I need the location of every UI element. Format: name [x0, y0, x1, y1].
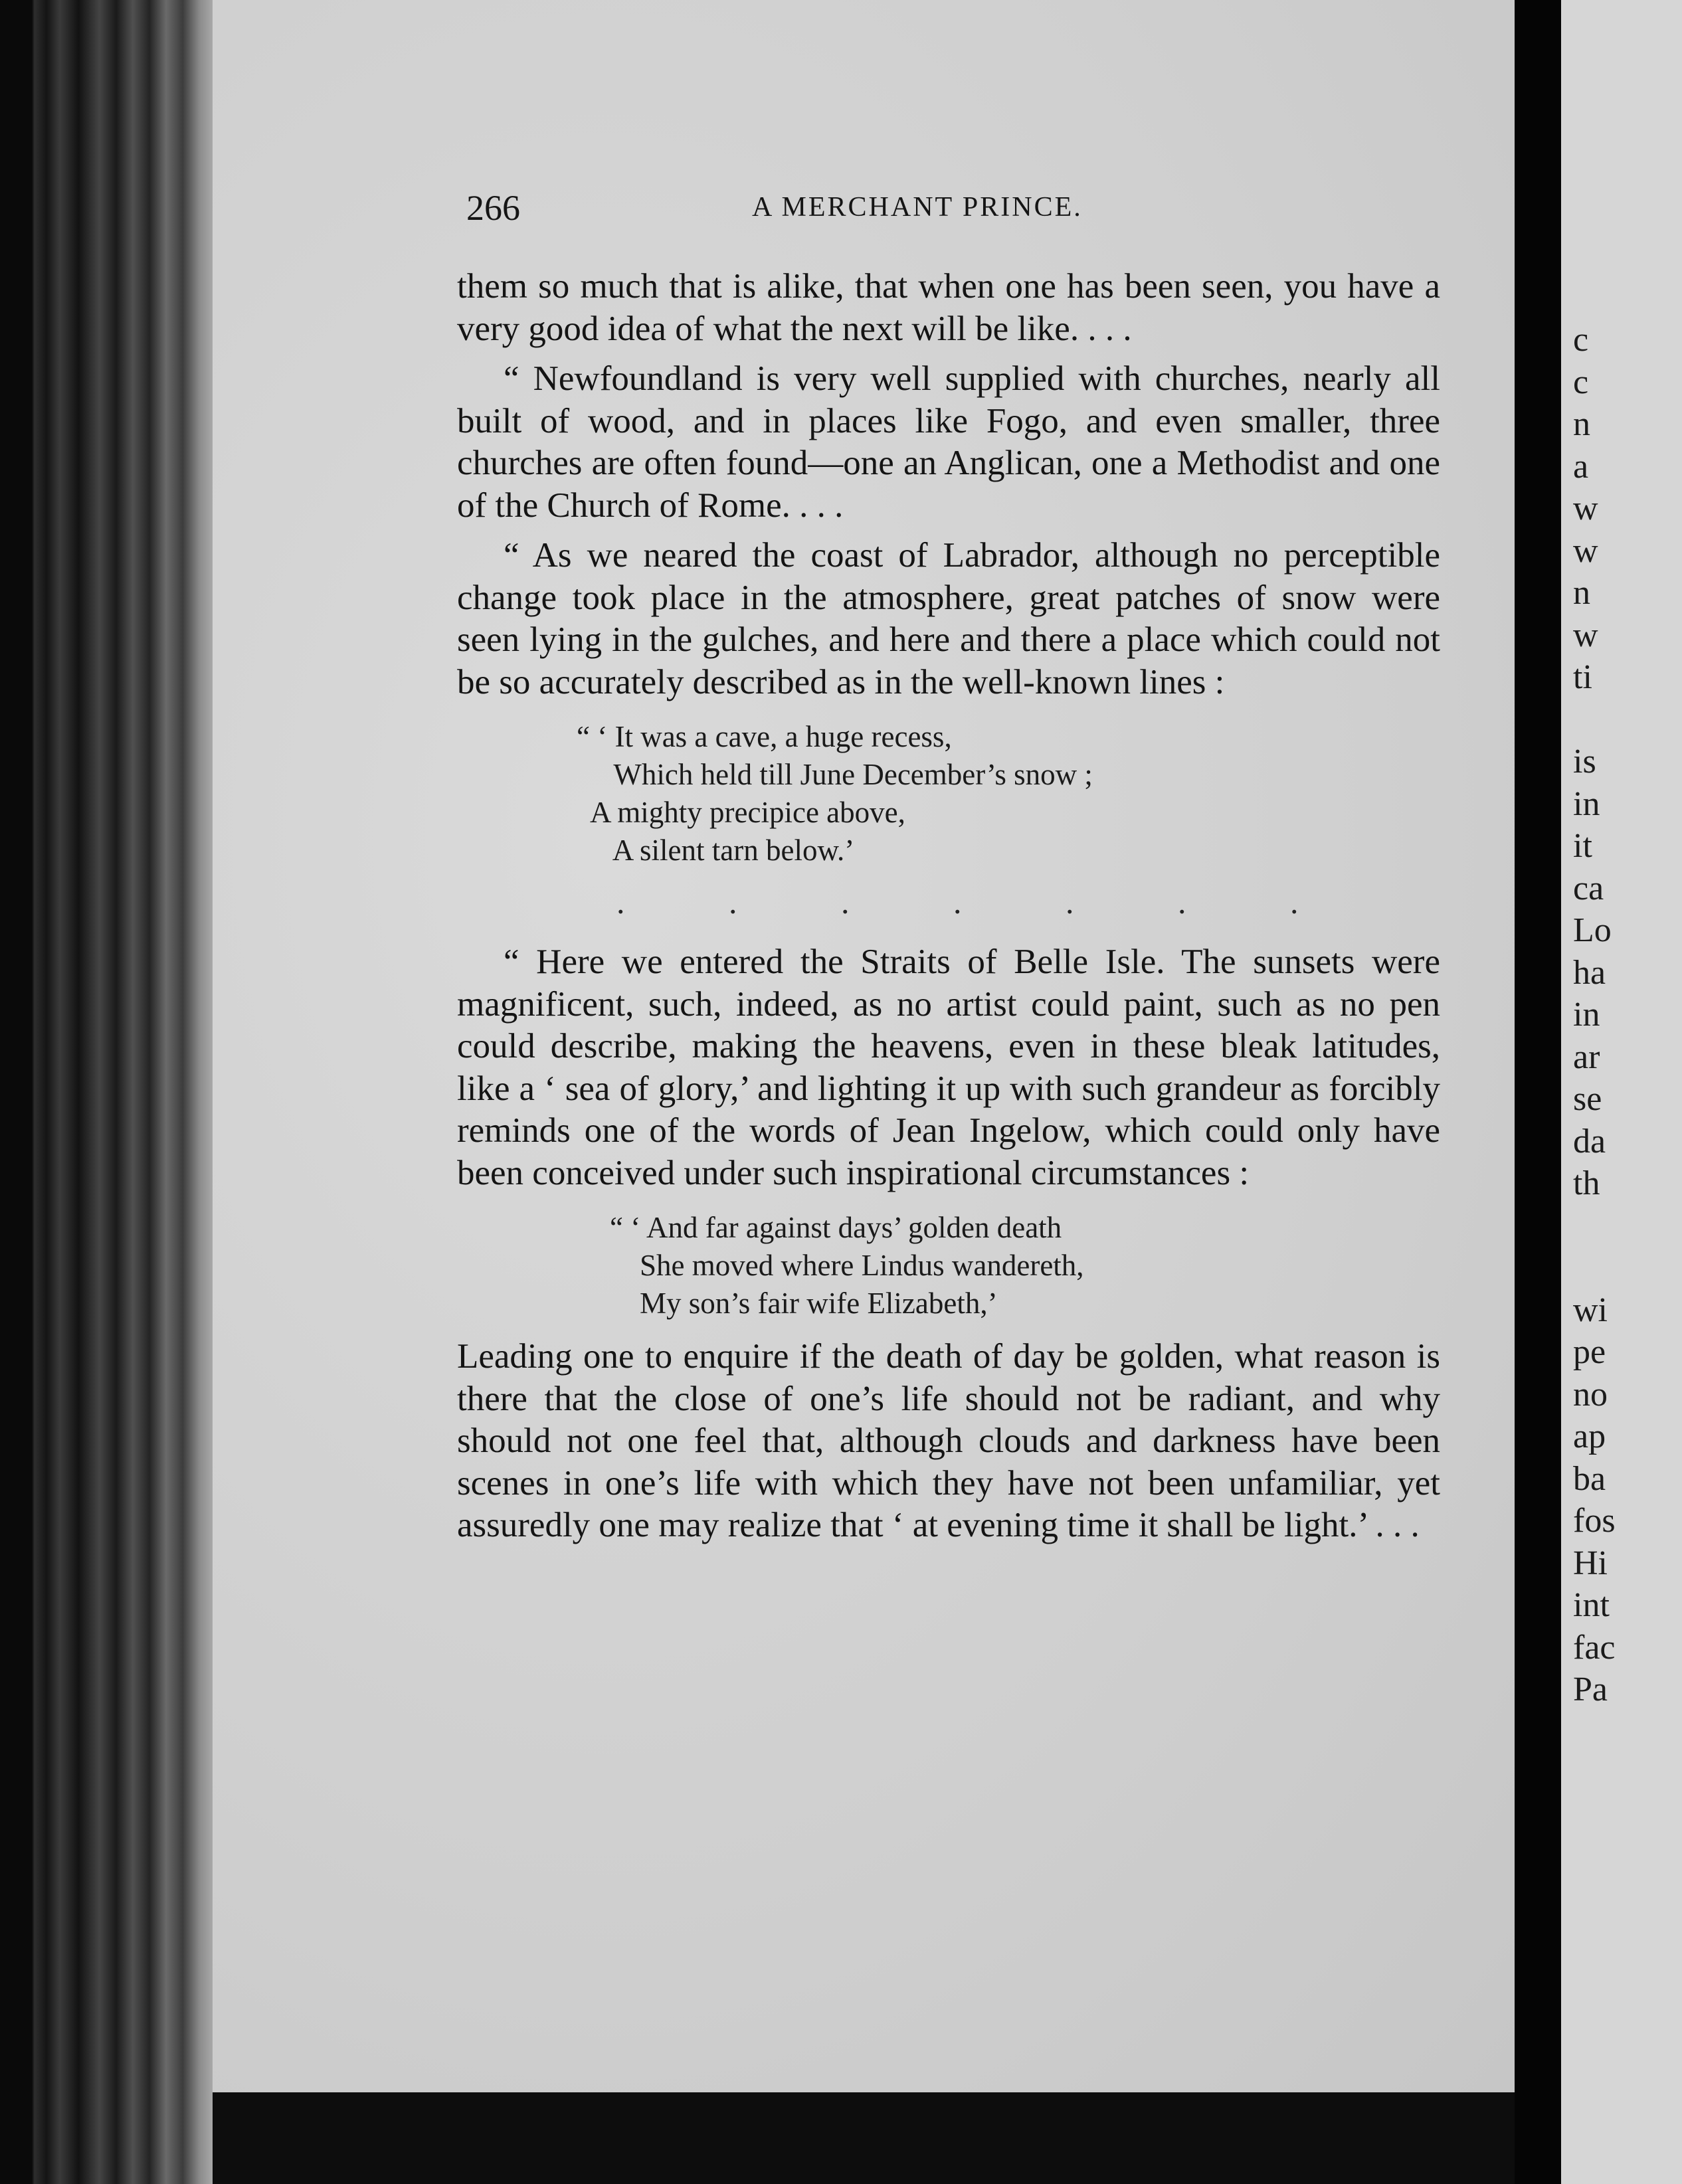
fragment: Pa	[1573, 1671, 1608, 1708]
fragment: int	[1573, 1586, 1610, 1624]
fragment: wi	[1573, 1291, 1608, 1329]
fragment: pe	[1573, 1333, 1606, 1371]
page-number: 266	[466, 188, 520, 228]
fragment: in	[1573, 784, 1600, 823]
verse-line: She moved where Lindus wandereth,	[610, 1249, 1084, 1282]
paragraph-3: “ As we neared the coast of Labrador, although no perceptible change took place in the atmosphere, great patches of snow were seen lying in the gulches, and here and there a place which could not be so accurately described as in the well-known lines :	[457, 536, 1440, 701]
verse-line: A silent tarn below.’	[577, 834, 855, 867]
fragment: ap	[1573, 1417, 1606, 1455]
fragment: da	[1573, 1122, 1606, 1160]
verse-line: A mighty precipice above,	[577, 796, 905, 829]
book-gutter	[1515, 0, 1561, 2184]
fragment	[1573, 1247, 1616, 1289]
fragment: n	[1573, 405, 1590, 443]
fragment: n	[1573, 574, 1590, 612]
fragment: ca	[1573, 869, 1604, 907]
book-binding	[0, 0, 219, 2184]
fragment: w	[1573, 616, 1598, 654]
facing-page-edge	[1561, 0, 1682, 2184]
fragment: ha	[1573, 953, 1606, 992]
paragraph-2: “ Newfoundland is very well supplied with churches, nearly all built of wood, and in places like Fogo, and even smaller, three churches are often found—one an Anglican, one a Methodist and one of the Church of Rome. . . .	[457, 359, 1440, 525]
page-body	[457, 266, 1440, 1547]
fragment: fac	[1573, 1628, 1616, 1667]
fragment: fos	[1573, 1502, 1616, 1540]
fragment: in	[1573, 996, 1600, 1034]
fragment: Lo	[1573, 911, 1612, 949]
fragment: w	[1573, 531, 1598, 570]
fragment: se	[1573, 1080, 1602, 1118]
fragment: is	[1573, 743, 1596, 780]
fragment: c	[1573, 321, 1589, 359]
fragment	[1573, 1205, 1616, 1247]
fragment: ti	[1573, 658, 1592, 696]
fragment	[1573, 699, 1616, 741]
page-header	[466, 187, 1449, 227]
verse-line: “ ‘ It was a cave, a huge recess,	[577, 720, 952, 753]
fragment: ar	[1573, 1038, 1600, 1076]
ellipsis-row: . . . . . . .	[616, 883, 1347, 921]
fragment: th	[1573, 1164, 1600, 1202]
verse-quote-1	[457, 718, 1440, 869]
fragment: no	[1573, 1375, 1608, 1413]
verse-line: Which held till June December’s snow ;	[577, 758, 1093, 791]
fragment: c	[1573, 363, 1589, 401]
paragraph-5: Leading one to enquire if the death of day be golden, what reason is there that the close of one’s life should not be radiant, and why should not one feel that, although clouds and darkness have been scenes in one’s life with which they have not been unfamiliar, yet assuredly one may realize that ‘ at evening time it shall be light.’ . . .	[457, 1337, 1440, 1544]
running-title: A MERCHANT PRINCE.	[752, 192, 1083, 223]
verse-line: “ ‘ And far against days’ golden death	[610, 1211, 1062, 1244]
paragraph-1: them so much that is alike, that when one has been seen, you have a very good idea of what the next will be like. . . .	[457, 267, 1440, 348]
paragraph-4: “ Here we entered the Straits of Belle Isle. The sunsets were magnificent, such, indeed, as no artist could paint, such as no pen could describe, making the heavens, even in these bleak latitudes, like a ‘ sea of glory,’ and lighting it up with such grandeur as forcibly reminds one of the words of Jean Ingelow, which could only have been conceived under such inspirational circumstances :	[457, 943, 1440, 1192]
fragment: ba	[1573, 1459, 1606, 1498]
fragment: it	[1573, 827, 1592, 865]
fragment: a	[1573, 447, 1589, 486]
fragment: Hi	[1573, 1544, 1608, 1582]
facing-page-fragments	[1573, 319, 1616, 1711]
fragment: w	[1573, 490, 1598, 527]
verse-line: My son’s fair wife Elizabeth,’	[610, 1287, 998, 1320]
verse-quote-2	[457, 1209, 1440, 1322]
page-bottom-edge	[213, 2092, 1515, 2184]
